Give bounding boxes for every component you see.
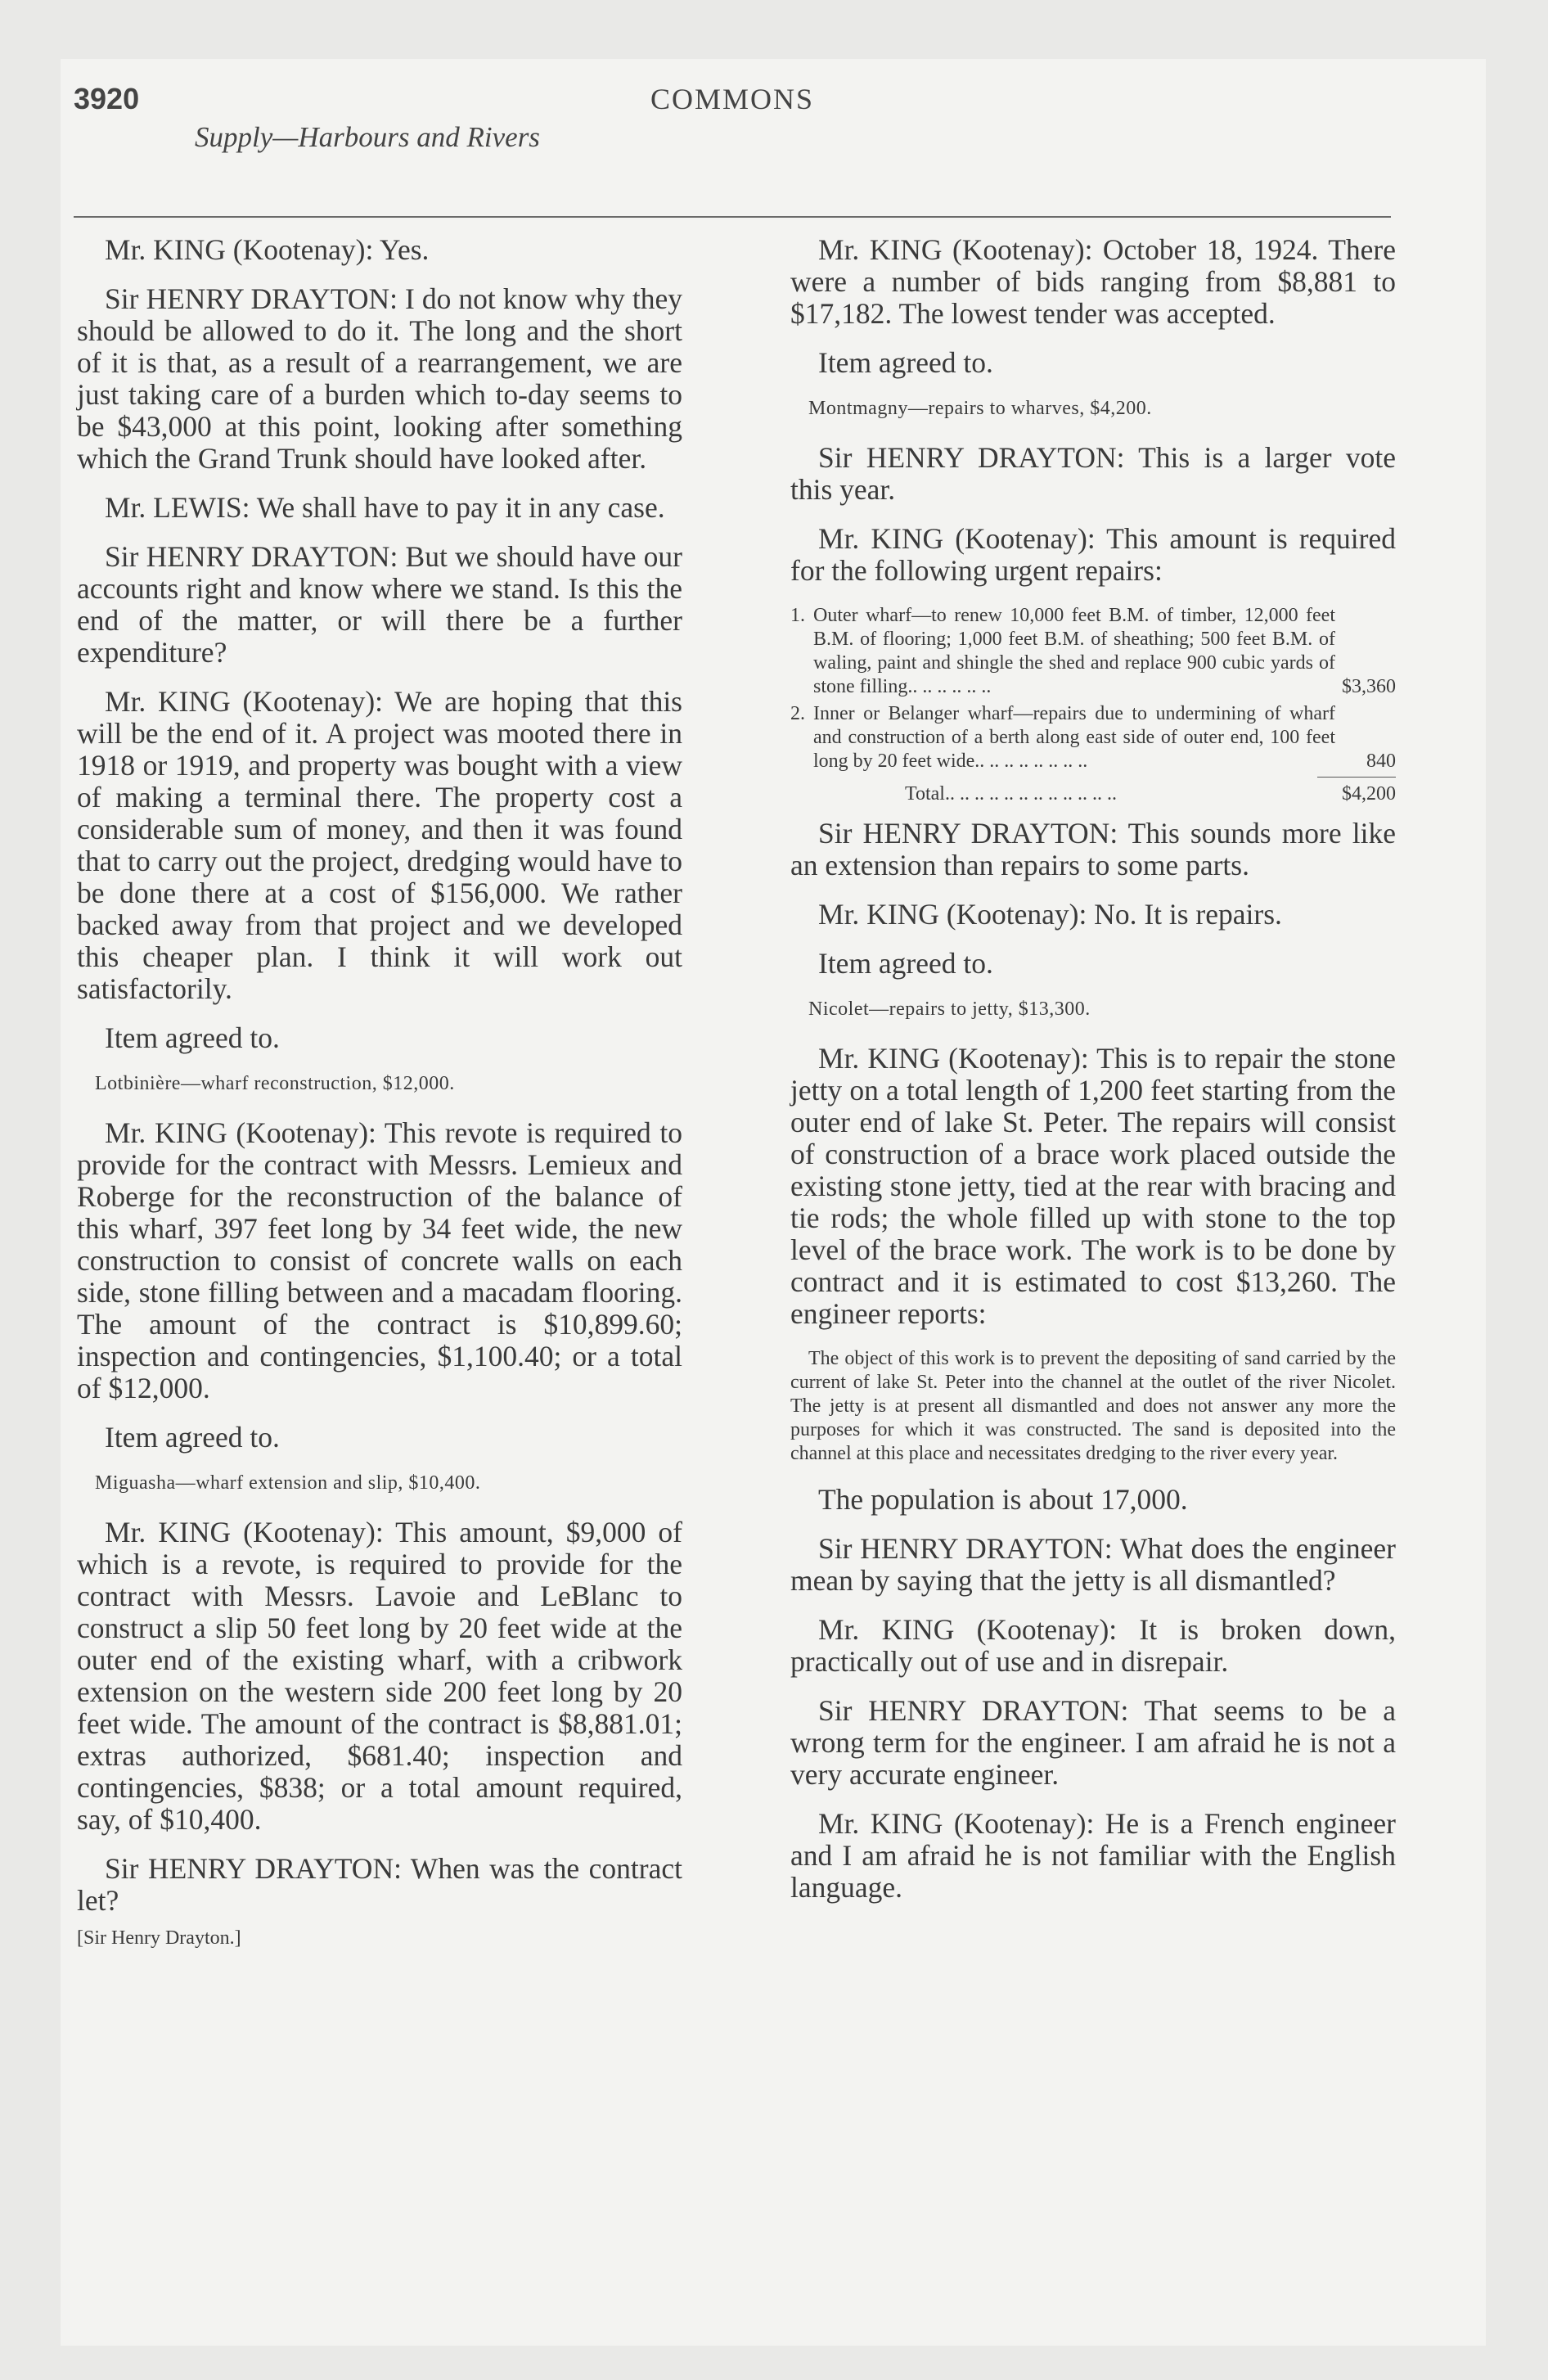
repair-description: Outer wharf—to renew 10,000 feet B.M. of timber, 12,000 feet B.M. of flooring; 1,000 feet B.M. of sheathing; 500 feet B.M. of waling, paint and shingle the shed and replace 900 cubic yards of stone filling.. .. .. .. .. ..: [813, 605, 1335, 697]
header-rule: [74, 216, 1391, 218]
speech-paragraph: Sir HENRY DRAYTON: But we should have our accounts right and know where we stand. Is this the end of the matter, or will there be a further expenditure?: [77, 540, 682, 669]
running-head: COMMONS: [650, 83, 815, 115]
item-title: Montmagny—repairs to wharves, $4,200.: [808, 398, 1152, 419]
repair-item: [790, 604, 1396, 699]
speech-paragraph: Sir HENRY DRAYTON: I do not know why they should be allowed to do it. The long and the short of it is that, as a result of a rearrangement, we are just taking care of a burden which to-day seems to be $43,000 at this point, looking after something which the Grand Trunk should have looked after.: [77, 282, 682, 475]
repairs-total: [790, 782, 1396, 806]
speech-paragraph: Mr. KING (Kootenay): This amount is required for the following urgent repairs:: [790, 522, 1396, 587]
item-agreed: Item agreed to.: [818, 947, 993, 980]
item-title: Lotbinière—wharf reconstruction, $12,000.: [95, 1073, 455, 1094]
speech-paragraph: Mr. KING (Kootenay): It is broken down, practically out of use and in disrepair.: [790, 1613, 1396, 1678]
total-rule: [1317, 777, 1396, 778]
speech-paragraph: Mr. KING (Kootenay): Yes.: [105, 233, 430, 266]
speech-paragraph: Sir HENRY DRAYTON: When was the contract let?: [77, 1852, 682, 1917]
speech-paragraph: Mr. KING (Kootenay): This revote is required to provide for the contract with Messrs. Lemieux and Roberge for the reconstruction of the balance of this wharf, 397 feet long by 34 feet wide, the new construction to consist of concrete walls on each side, stone filling between and a macadam flooring. The amount of the contract is $10,899.60; inspection and contingencies, $1,100.40; or a total of $12,000.: [77, 1116, 682, 1404]
speech-paragraph: Mr. KING (Kootenay): No. It is repairs.: [818, 898, 1282, 931]
repairs-table: [790, 604, 1396, 806]
speech-paragraph: The population is about 17,000.: [818, 1483, 1188, 1516]
item-title: Miguasha—wharf extension and slip, $10,400.: [95, 1472, 481, 1494]
repair-amount: $3,360: [1342, 676, 1396, 697]
speech-paragraph: Mr. KING (Kootenay): We are hoping that this will be the end of it. A project was mooted there in 1918 or 1919, and property was bought with a view of making a terminal there. The property cost a considerable sum of money, and then it was found that to carry out the project, dredging would have to be done there at a cost of $156,000. We rather backed away from that project and we developed this cheaper plan. I think it will work out satisfactorily.: [77, 685, 682, 1005]
item-agreed: Item agreed to.: [818, 346, 993, 379]
repair-description: Inner or Belanger wharf—repairs due to undermining of wharf and construction of a berth along east side of outer end, 100 feet long by 20 feet wide.. .. .. .. .. .. .. ..: [813, 703, 1335, 772]
item-agreed: Item agreed to.: [105, 1021, 280, 1054]
section-heading: Supply—Harbours and Rivers: [195, 121, 540, 153]
speech-paragraph: Mr. LEWIS: We shall have to pay it in any case.: [105, 491, 665, 524]
page-header: [74, 82, 1391, 213]
speech-paragraph: Sir HENRY DRAYTON: That seems to be a wrong term for the engineer. I am afraid he is not a very accurate engineer.: [790, 1694, 1396, 1791]
repair-number: 2.: [790, 703, 805, 724]
right-column-bottom: [790, 818, 1396, 1904]
speech-paragraph: Mr. KING (Kootenay): October 18, 1924. There were a number of bids ranging from $8,881 to $17,182. The lowest tender was accepted.: [790, 233, 1396, 330]
repair-number: 1.: [790, 605, 805, 626]
total-label: Total.. .. .. .. .. .. .. .. .. .. .. ..: [905, 783, 1117, 805]
right-column: [790, 234, 1396, 1921]
footer-note: [Sir Henry Drayton.]: [77, 1927, 241, 1949]
speech-paragraph: Mr. KING (Kootenay): He is a French engineer and I am afraid he is not familiar with the English language.: [790, 1807, 1396, 1904]
speech-paragraph: Sir HENRY DRAYTON: What does the engineer mean by saying that the jetty is all dismantled?: [790, 1532, 1396, 1597]
item-agreed: Item agreed to.: [105, 1421, 280, 1454]
speech-paragraph: Sir HENRY DRAYTON: This sounds more like an extension than repairs to some parts.: [790, 817, 1396, 881]
item-title: Nicolet—repairs to jetty, $13,300.: [808, 998, 1091, 1020]
left-column: [77, 234, 682, 1950]
engineer-report: The object of this work is to prevent the depositing of sand carried by the current of lake St. Peter into the channel at the outlet of the river Nicolet. The jetty is at present all dismantled and does not answer any more the purposes for which it was constructed. The sand is deposited into the channel at this place and necessitates dredging to the river every year.: [790, 1348, 1396, 1464]
repair-item: [790, 702, 1396, 773]
repair-amount: 840: [1366, 751, 1396, 772]
page-number: 3920: [74, 82, 140, 115]
speech-paragraph: Sir HENRY DRAYTON: This is a larger vote this year.: [790, 441, 1396, 506]
speech-paragraph: Mr. KING (Kootenay): This is to repair the stone jetty on a total length of 1,200 feet starting from the outer end of lake St. Peter. The repairs will consist of construction of a brace work placed outside the existing stone jetty, tied at the rear with bracing and tie rods; the whole filled up with stone to the top level of the brace work. The work is to be done by contract and it is estimated to cost $13,260. The engineer reports:: [790, 1042, 1396, 1330]
total-amount: $4,200: [1342, 783, 1396, 805]
right-column-top: [790, 234, 1396, 587]
speech-paragraph: Mr. KING (Kootenay): This amount, $9,000 of which is a revote, is required to provide for the contract with Messrs. Lavoie and LeBlanc to construct a slip 50 feet long by 20 feet wide at the outer end of the existing wharf, with a cribwork extension on the western side 200 feet long by 20 feet wide. The amount of the contract is $8,881.01; extras authorized, $681.40; inspection and contingencies, $838; or a total amount required, say, of $10,400.: [77, 1516, 682, 1836]
